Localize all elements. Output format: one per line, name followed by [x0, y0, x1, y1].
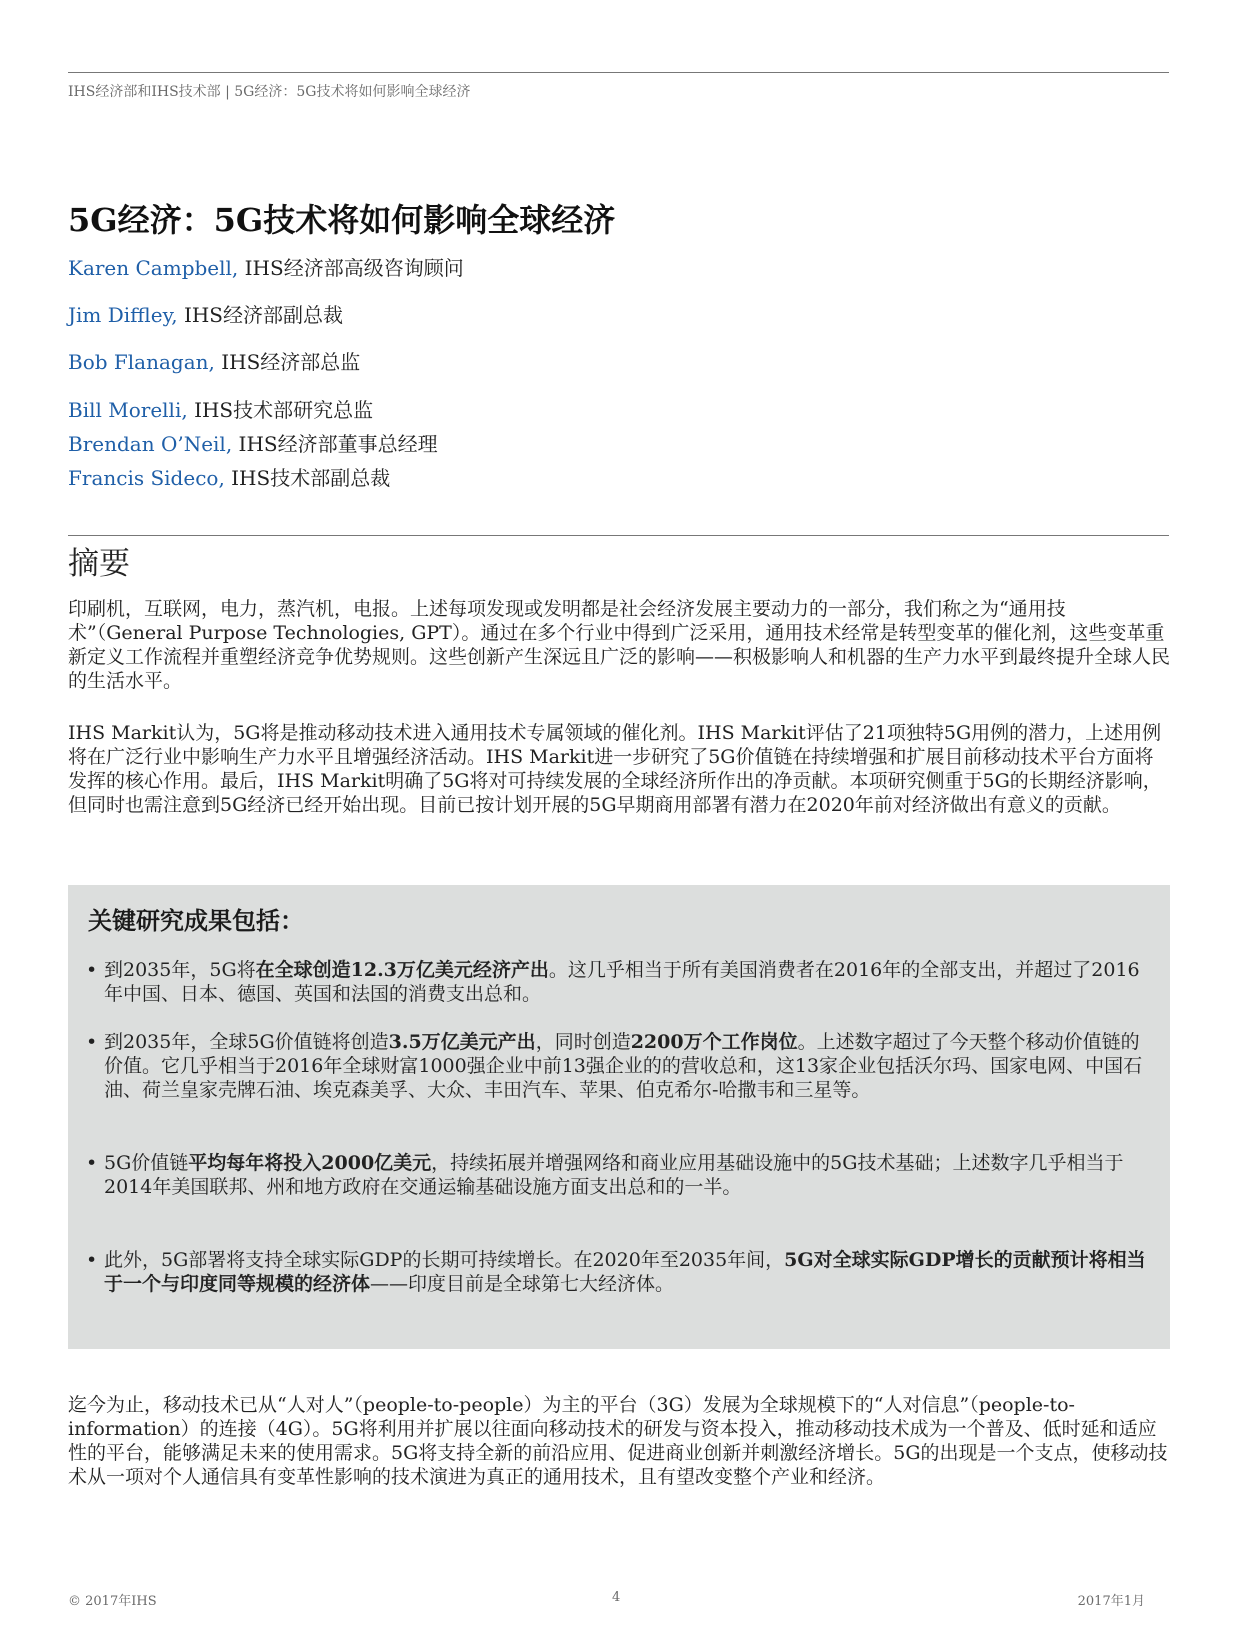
author-line	[68, 346, 360, 375]
author-role: IHS经济部副总裁	[177, 303, 344, 327]
bullet-dot: •	[86, 1152, 98, 1174]
finding-text: 到2035年，全球5G价值链将创造3.5万亿美元产出，同时创造2200万个工作岗位。上述数字超过了今天整个移动价值链的价值。它几乎相当于2016年全球财富1000强企业中前13强企业的的营收总和，这13家企业包括沃尔玛、国家电网、中国石油、荷兰皇家壳牌石油、埃克森美孚、大众、丰田汽车、苹果、伯克希尔-哈撒韦和三星等。	[104, 1031, 1143, 1101]
author-name: Francis Sideco,	[68, 466, 225, 490]
footer-page-number: 4	[612, 1590, 621, 1605]
finding-item	[86, 958, 1146, 1006]
footer-date: 2017年1月	[1077, 1594, 1145, 1609]
author-line	[68, 252, 464, 281]
author-name: Karen Campbell,	[68, 256, 239, 280]
key-findings-heading: 关键研究成果包括：	[88, 906, 304, 935]
summary-heading: 摘要	[68, 546, 130, 582]
author-role: IHS技术部研究总监	[187, 398, 374, 422]
finding-item	[86, 1030, 1146, 1102]
author-role: IHS经济部董事总经理	[232, 432, 438, 456]
footer-copyright: © 2017年IHS	[68, 1594, 157, 1609]
key-findings-box	[68, 885, 1170, 1349]
closing-paragraph: 迄今为止，移动技术已从“人对人”（people-to-people）为主的平台（3G）发展为全球规模下的“人对信息”（people-to-information）的连接（4G）。5G将利用并扩展以往面向移动技术的研发与资本投入，推动移动技术成为一个普及、低时延和适应性的平台，能够满足未来的使用需求。5G将支持全新的前沿应用、促进商业创新并刺激经济增长。5G的出现是一个支点，使移动技术从一项对个人通信具有变革性影响的技术演进为真正的通用技术，且有望改变整个产业和经济。	[68, 1394, 1168, 1488]
section-rule	[68, 535, 1169, 536]
header-rule	[68, 72, 1169, 73]
summary-paragraph: 印刷机，互联网，电力，蒸汽机，电报。上述每项发现或发明都是社会经济发展主要动力的一部分，我们称之为“通用技术”（General Purpose Technologies, GPT）。通过在多个行业中得到广泛采用，通用技术经常是转型变革的催化剂，这些变革重新定义工作流程并重塑经济竞争优势规则。这些创新产生深远且广泛的影响——积极影响人和机器的生产力水平到最终提升全球人民的生活水平。	[68, 598, 1171, 692]
author-name: Bill Morelli,	[68, 398, 188, 422]
author-name: Jim Diffley,	[68, 303, 178, 327]
author-role: IHS经济部高级咨询顾问	[238, 256, 464, 280]
author-role: IHS经济部总监	[214, 350, 361, 374]
author-line	[68, 299, 343, 328]
finding-item	[86, 1248, 1146, 1296]
author-name: Brendan O’Neil,	[68, 432, 233, 456]
author-name: Bob Flanagan,	[68, 350, 215, 374]
author-line	[68, 462, 390, 491]
page-title: 5G经济：5G技术将如何影响全球经济	[68, 201, 616, 239]
finding-item	[86, 1151, 1146, 1199]
bullet-dot: •	[86, 1249, 98, 1271]
author-line	[68, 428, 438, 457]
bullet-dot: •	[86, 1031, 98, 1053]
author-line	[68, 394, 373, 423]
running-header: IHS经济部和IHS技术部 | 5G经济：5G技术将如何影响全球经济	[68, 84, 471, 100]
author-role: IHS技术部副总裁	[224, 466, 391, 490]
finding-text: 5G价值链平均每年将投入2000亿美元，持续拓展并增强网络和商业应用基础设施中的5G技术基础；上述数字几乎相当于2014年美国联邦、州和地方政府在交通运输基础设施方面支出总和的一半。	[104, 1152, 1124, 1198]
summary-paragraph: IHS Markit认为，5G将是推动移动技术进入通用技术专属领域的催化剂。IHS Markit评估了21项独特5G用例的潜力，上述用例将在广泛行业中影响生产力水平且增强经济活动。IHS Markit进一步研究了5G价值链在持续增强和扩展目前移动技术平台方面将发挥的核心作用。最后，IHS Markit明确了5G将对可持续发展的全球经济所作出的净贡献。本项研究侧重于5G的长期经济影响，但同时也需注意到5G经济已经开始出现。目前已按计划开展的5G早期商用部署有潜力在2020年前对经济做出有意义的贡献。	[68, 722, 1162, 816]
finding-text: 到2035年，5G将在全球创造12.3万亿美元经济产出。这几乎相当于所有美国消费者在2016年的全部支出，并超过了2016年中国、日本、德国、英国和法国的消费支出总和。	[104, 959, 1140, 1005]
bullet-dot: •	[86, 959, 98, 981]
finding-text: 此外，5G部署将支持全球实际GDP的长期可持续增长。在2020年至2035年间，5G对全球实际GDP增长的贡献预计将相当于一个与印度同等规模的经济体——印度目前是全球第七大经济体。	[104, 1249, 1146, 1295]
